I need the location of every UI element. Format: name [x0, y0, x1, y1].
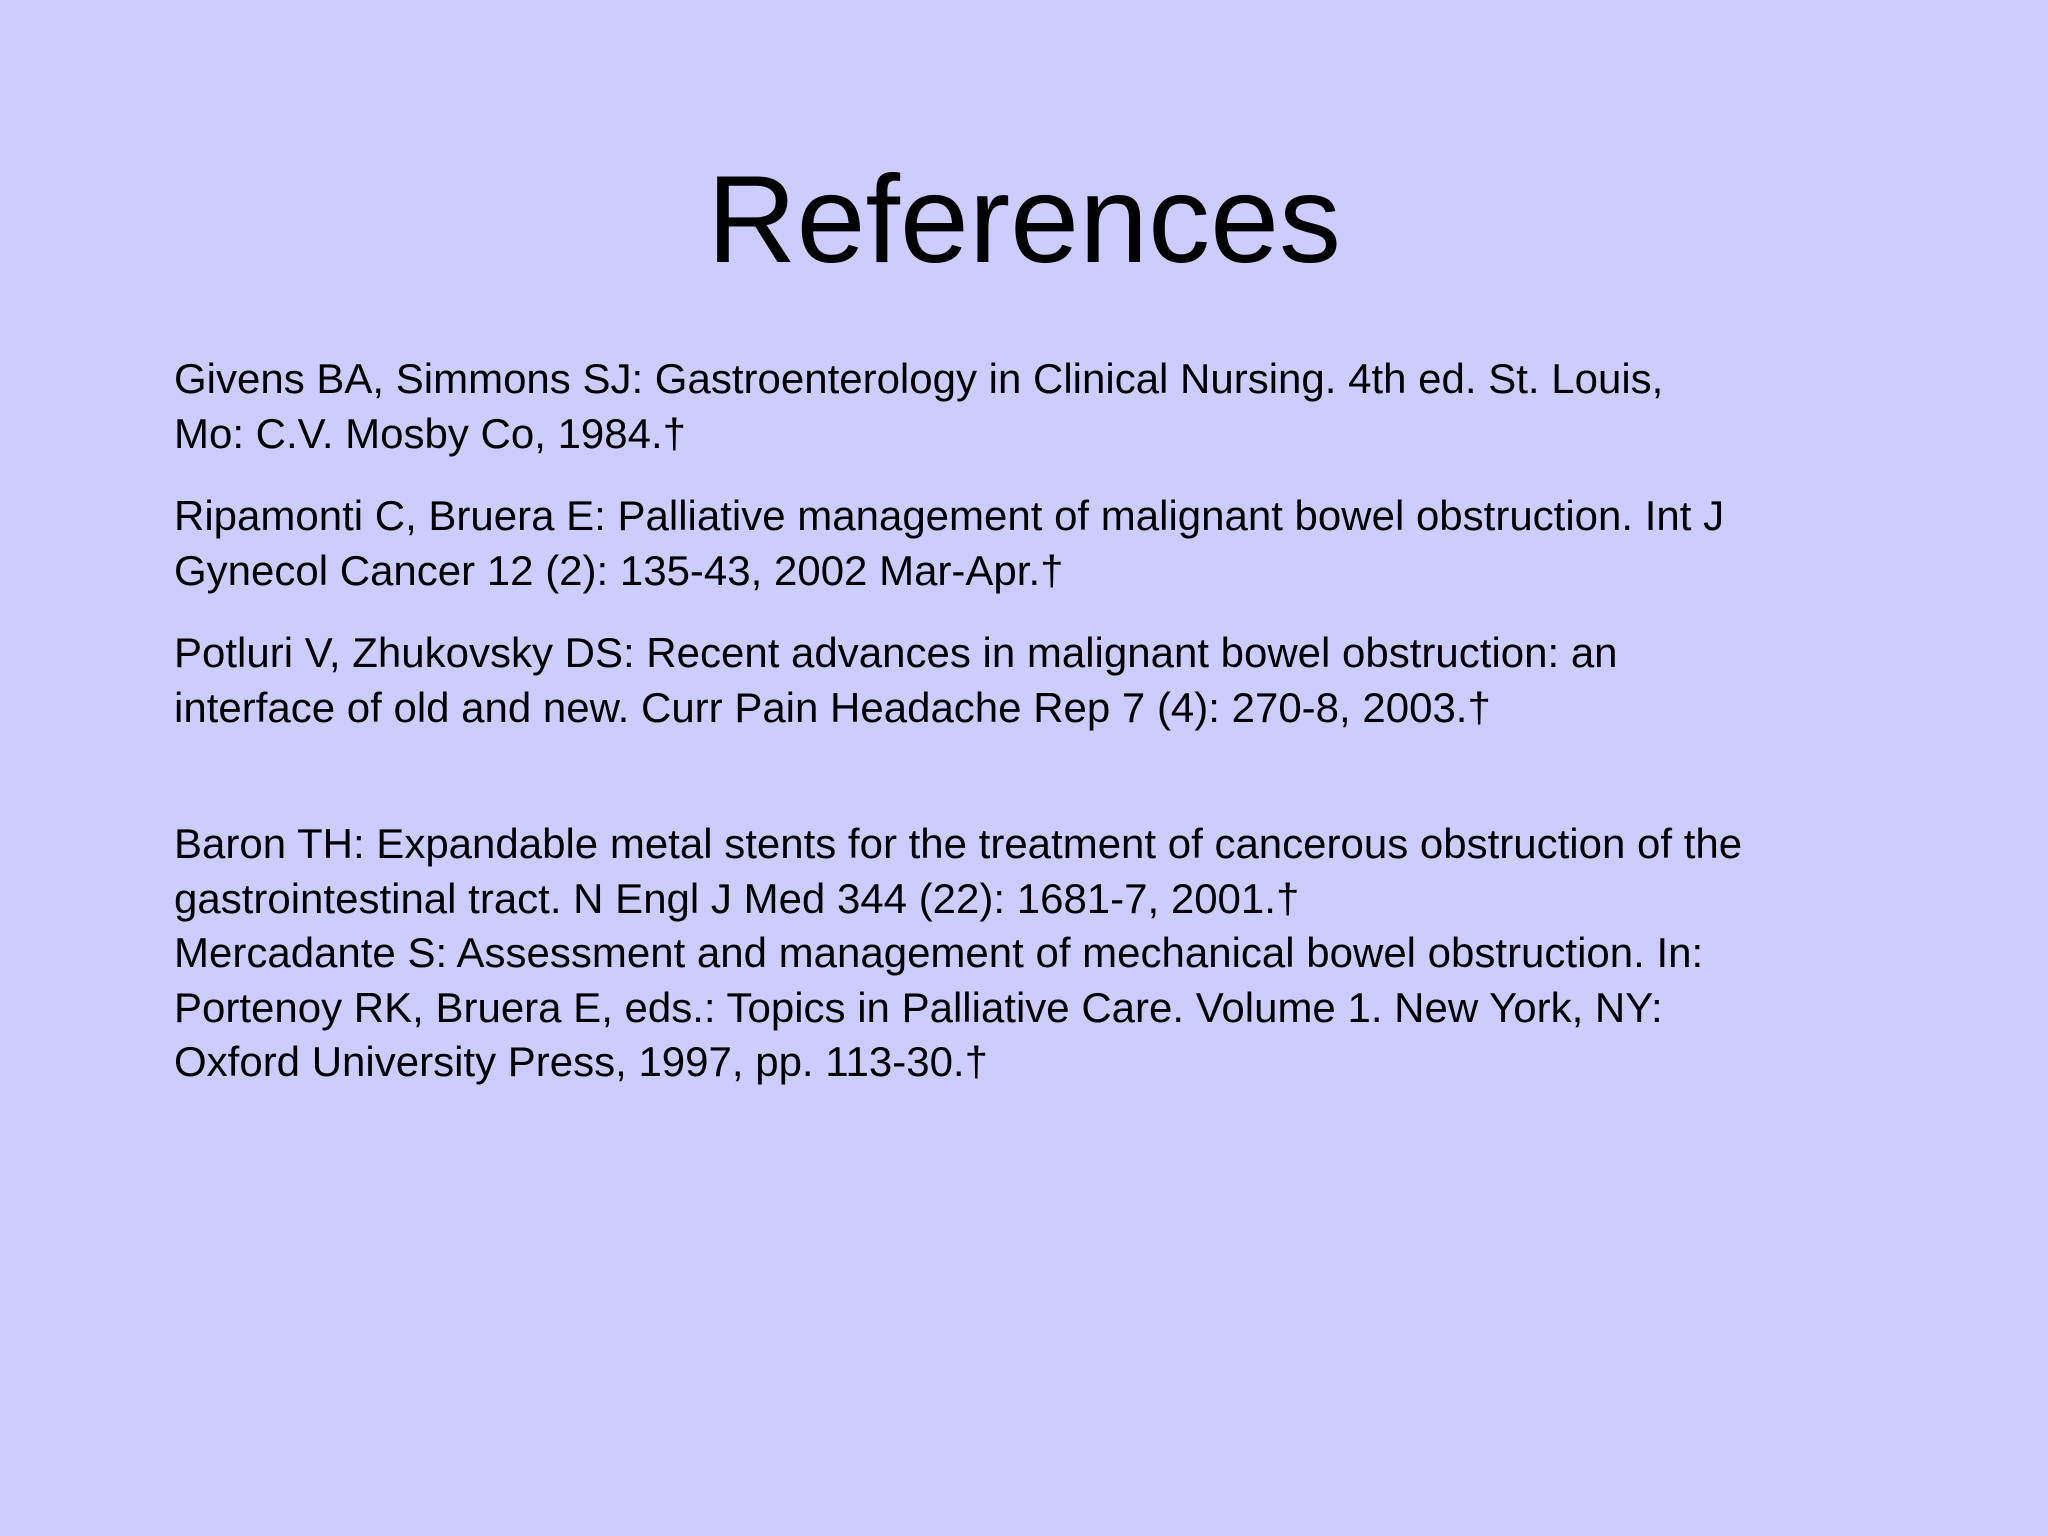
reference-item	[174, 626, 1894, 735]
reference-item	[174, 489, 1894, 598]
reference-line: Mo: C.V. Mosby Co, 1984.†	[174, 409, 687, 457]
reference-line: Mercadante S: Assessment and management of mechanical bowel obstruction. In:	[174, 929, 1704, 976]
reference-item	[174, 817, 1894, 926]
reference-line: Gynecol Cancer 12 (2): 135-43, 2002 Mar-Apr.†	[174, 546, 1064, 594]
reference-line: Givens BA, Simmons SJ: Gastroenterology in Clinical Nursing. 4th ed. St. Louis,	[174, 355, 1664, 402]
reference-line: Oxford University Press, 1997, pp. 113-30.†	[174, 1038, 988, 1085]
reference-line: Portenoy RK, Bruera E, eds.: Topics in Palliative Care. Volume 1. New York, NY:	[174, 983, 1663, 1031]
reference-line: Potluri V, Zhukovsky DS: Recent advances in malignant bowel obstruction: an	[174, 629, 1618, 676]
reference-line: Baron TH: Expandable metal stents for the treatment of cancerous obstruction of the	[174, 820, 1743, 867]
slide-title: References	[706, 151, 1342, 289]
reference-line: gastrointestinal tract. N Engl J Med 344 (22): 1681-7, 2001.†	[174, 874, 1300, 922]
reference-item	[174, 352, 1894, 461]
reference-list	[174, 352, 1894, 1090]
reference-line: Ripamonti C, Bruera E: Palliative management of malignant bowel obstruction. Int J	[174, 492, 1725, 539]
reference-line: interface of old and new. Curr Pain Headache Rep 7 (4): 270-8, 2003.†	[174, 683, 1491, 731]
reference-item	[174, 926, 1894, 1090]
